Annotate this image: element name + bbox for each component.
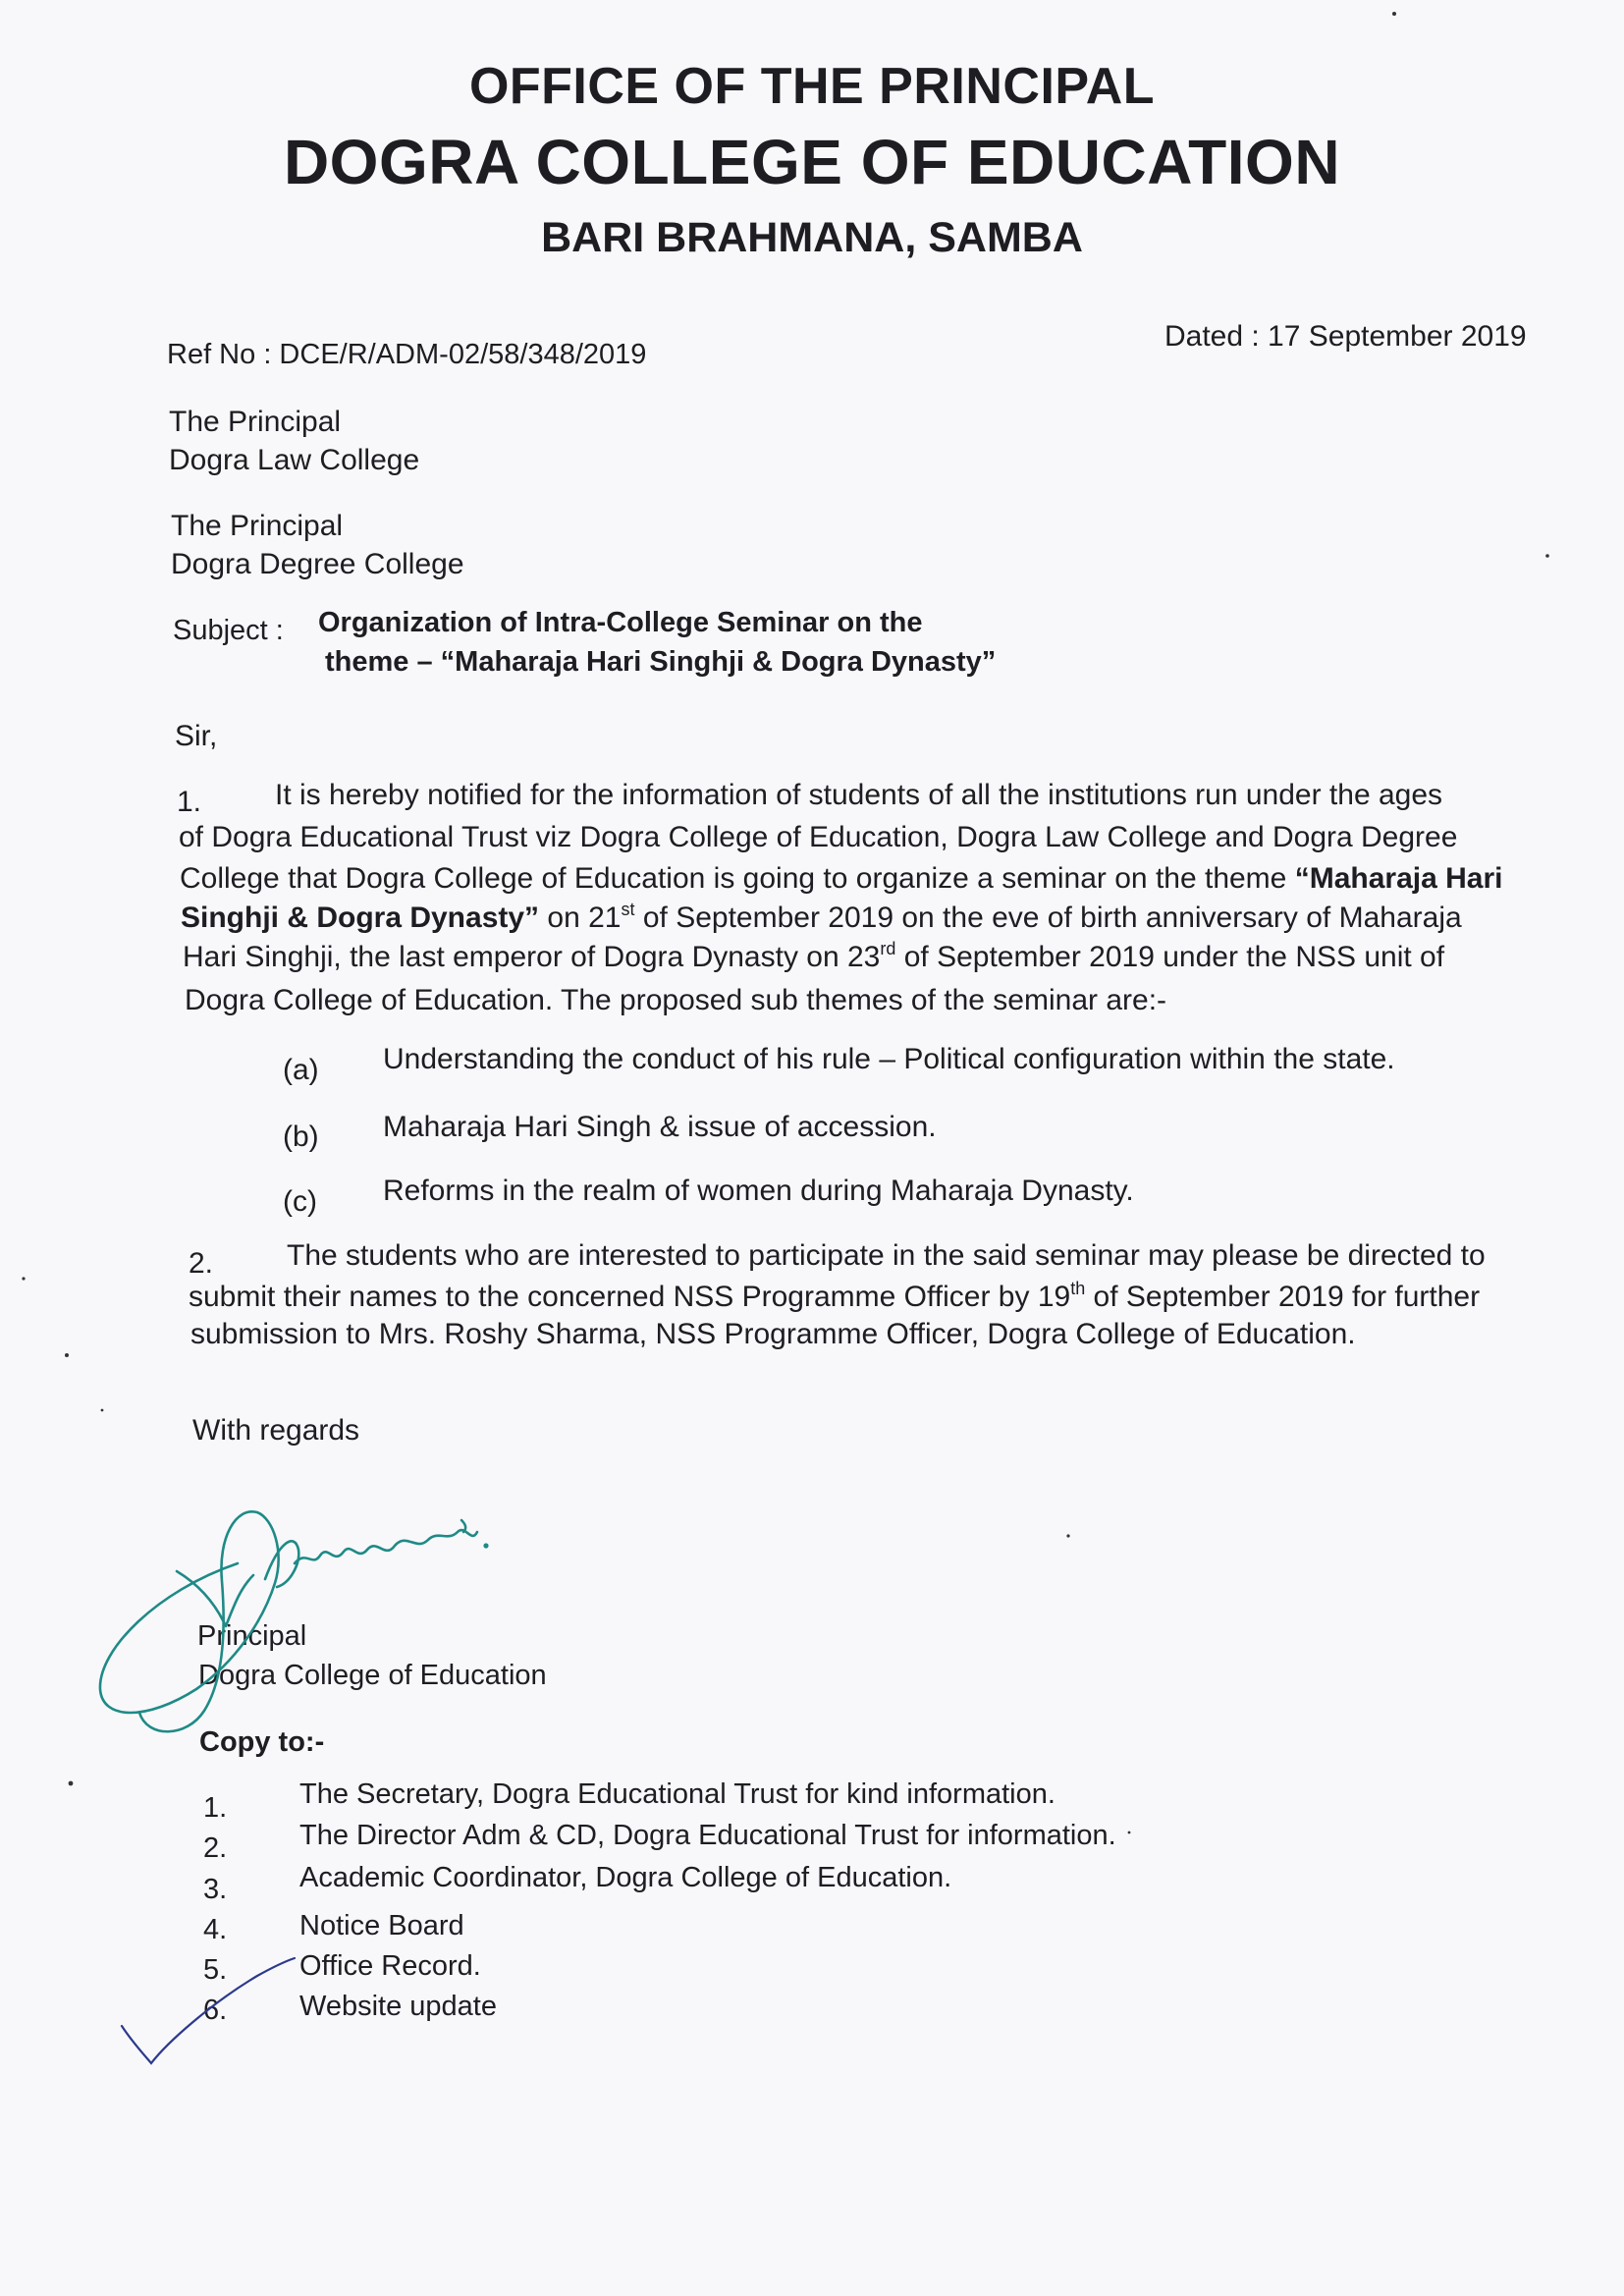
paragraph-1-text: on 21 — [539, 902, 622, 934]
letter-date: Dated : 17 September 2019 — [1164, 320, 1527, 353]
college-location: BARI BRAHMANA, SAMBA — [541, 214, 1083, 261]
sub-theme-marker: (b) — [283, 1121, 319, 1153]
seminar-theme-bold: “Maharaja Hari — [1294, 862, 1503, 895]
sub-theme-text: Reforms in the realm of women during Maharaja Dynasty. — [383, 1175, 1134, 1207]
closing-phrase: With regards — [192, 1414, 360, 1447]
copy-item-number: 1. — [203, 1792, 228, 1824]
office-heading: OFFICE OF THE PRINCIPAL — [468, 58, 1156, 115]
copy-item-text: Office Record. — [299, 1950, 481, 1982]
paragraph-2-number: 2. — [189, 1247, 214, 1280]
copy-item-number: 6. — [203, 1995, 228, 2026]
copy-item-text: The Director Adm & CD, Dogra Educational Trust for information. — [299, 1820, 1116, 1851]
paragraph-2-line — [189, 1279, 1481, 1313]
copy-item-text: The Secretary, Dogra Educational Trust for kind information. — [299, 1778, 1056, 1810]
copy-to-heading: Copy to:- — [199, 1726, 325, 1758]
ordinal-suffix: rd — [880, 939, 896, 958]
signatory-title: Principal — [197, 1620, 307, 1652]
addressee-1-title: The Principal — [169, 406, 342, 438]
copy-item-number: 5. — [203, 1954, 228, 1986]
paragraph-1-text: Hari Singhji, the last emperor of Dogra Dynasty on 23 — [183, 941, 881, 973]
addressee-1-college: Dogra Law College — [169, 444, 420, 476]
signatory-institution: Dogra College of Education — [198, 1660, 547, 1691]
reference-number: Ref No : DCE/R/ADM-02/58/348/2019 — [167, 339, 647, 370]
paragraph-2-text: submit their names to the concerned NSS Programme Officer by 19 — [189, 1281, 1071, 1313]
paragraph-1-text: of September 2019 on the eve of birth anniversary of Maharaja — [634, 902, 1462, 934]
paragraph-1-text: College that Dogra College of Education is going to organize a seminar on the theme — [180, 862, 1295, 895]
subject-line-1: Organization of Intra-College Seminar on the — [318, 607, 923, 638]
paragraph-1-line — [183, 939, 1445, 973]
ordinal-suffix: st — [621, 900, 635, 919]
paragraph-1-line: of Dogra Educational Trust viz Dogra College of Education, Dogra Law College and Dogra Degree — [179, 821, 1458, 853]
salutation: Sir, — [175, 720, 218, 752]
paragraph-1-number: 1. — [177, 786, 202, 818]
copy-item-text: Notice Board — [299, 1910, 464, 1941]
copy-item-number: 2. — [203, 1832, 228, 1864]
paragraph-2-text: of September 2019 for further — [1085, 1281, 1481, 1313]
paragraph-1-text: of September 2019 under the NSS unit of — [895, 941, 1445, 973]
paragraph-1-line: Dogra College of Education. The proposed sub themes of the seminar are:- — [185, 984, 1167, 1016]
copy-item-number: 4. — [203, 1914, 228, 1945]
paragraph-1-line: It is hereby notified for the information of students of all the institutions run under the ages — [275, 779, 1443, 811]
ordinal-suffix: th — [1070, 1279, 1086, 1298]
paragraph-2-line: The students who are interested to participate in the said seminar may please be directed to — [287, 1239, 1486, 1272]
paragraph-1-line — [181, 900, 1462, 934]
paragraph-1-line — [180, 864, 1502, 894]
copy-item-number: 3. — [203, 1874, 228, 1905]
sub-theme-marker: (c) — [283, 1185, 317, 1218]
subject-line-2: theme – “Maharaja Hari Singhji & Dogra Dynasty” — [325, 646, 997, 678]
seminar-theme-bold: Singhji & Dogra Dynasty” — [181, 902, 540, 934]
addressee-2-college: Dogra Degree College — [171, 548, 464, 580]
subject-label: Subject : — [173, 615, 284, 646]
paragraph-2-line: submission to Mrs. Roshy Sharma, NSS Programme Officer, Dogra College of Education. — [190, 1318, 1356, 1350]
sub-theme-marker: (a) — [283, 1054, 319, 1086]
addressee-2-title: The Principal — [171, 510, 344, 542]
sub-theme-text: Understanding the conduct of his rule – Political configuration within the state. — [383, 1043, 1395, 1075]
sub-theme-text: Maharaja Hari Singh & issue of accession. — [383, 1111, 937, 1143]
copy-item-text: Website update — [299, 1991, 497, 2022]
college-name: DOGRA COLLEGE OF EDUCATION — [283, 127, 1341, 197]
copy-item-text: Academic Coordinator, Dogra College of Education. — [299, 1862, 952, 1893]
